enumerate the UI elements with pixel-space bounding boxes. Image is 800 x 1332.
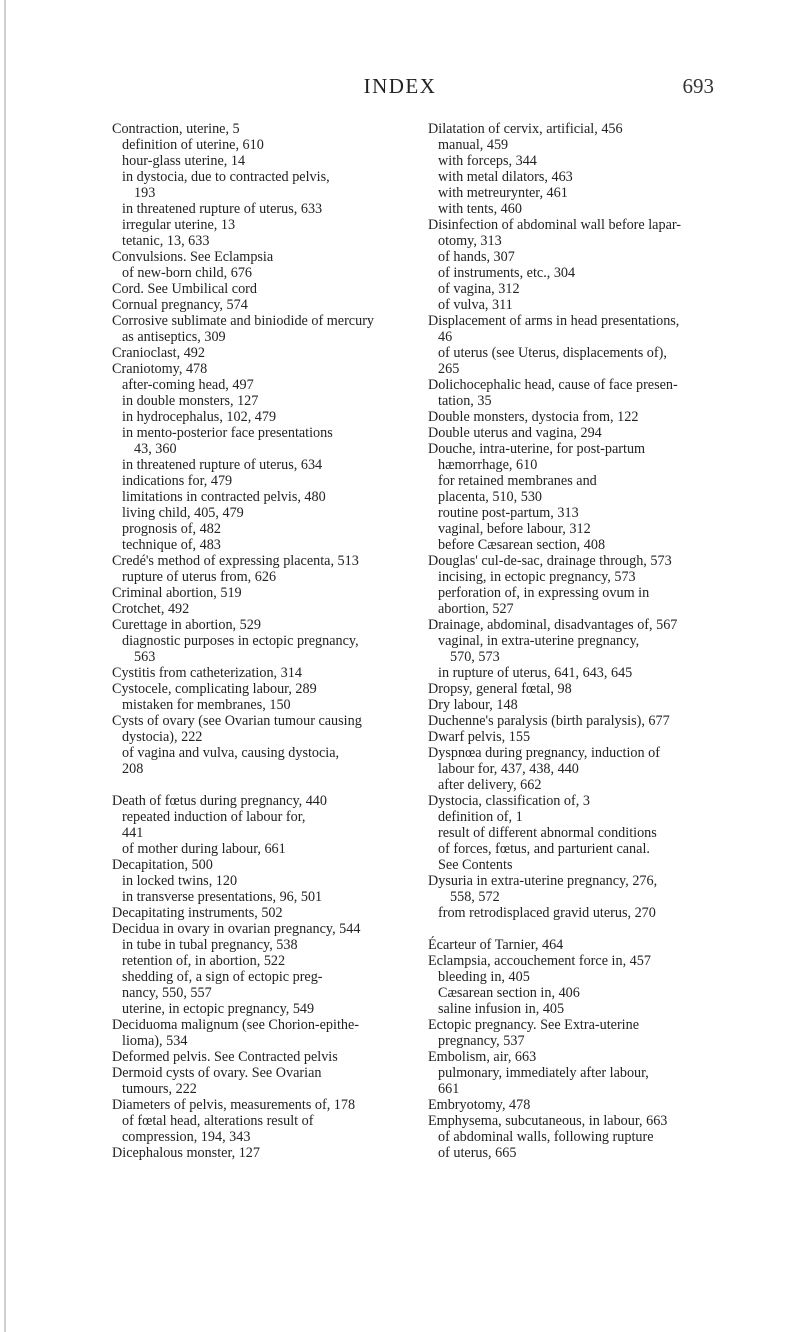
index-heading: Cystitis from catheterization, 314 bbox=[112, 665, 302, 681]
index-entry bbox=[428, 121, 768, 217]
index-entry bbox=[112, 713, 452, 777]
index-heading: Écarteur of Tarnier, 464 bbox=[428, 937, 564, 953]
index-subentry: of forces, fœtus, and parturient canal. bbox=[438, 841, 650, 857]
index-entry bbox=[428, 313, 768, 377]
index-subentry: limitations in contracted pelvis, 480 bbox=[122, 489, 326, 505]
index-subentry: for retained membranes and bbox=[438, 473, 597, 489]
index-subentry: technique of, 483 bbox=[122, 537, 221, 553]
index-heading: Cranioclast, 492 bbox=[112, 345, 205, 361]
index-column-left bbox=[112, 121, 452, 1161]
index-subentry: lioma), 534 bbox=[122, 1033, 188, 1049]
index-heading: Dysuria in extra-uterine pregnancy, 276, bbox=[428, 873, 658, 889]
index-subentry: of abdominal walls, following rupture bbox=[438, 1129, 654, 1145]
index-entry bbox=[428, 441, 768, 553]
index-subentry: hour-glass uterine, 14 bbox=[122, 153, 246, 169]
index-subentry: in mento-posterior face presentations bbox=[122, 425, 333, 441]
index-subentry: prognosis of, 482 bbox=[122, 521, 221, 537]
index-subentry: Cæsarean section in, 406 bbox=[438, 985, 580, 1001]
index-subentry: retention of, in abortion, 522 bbox=[122, 953, 286, 969]
index-subentry: tation, 35 bbox=[438, 393, 492, 409]
index-subentry: compression, 194, 343 bbox=[122, 1129, 251, 1145]
index-subentry: from retrodisplaced gravid uterus, 270 bbox=[438, 905, 656, 921]
index-heading: Decapitating instruments, 502 bbox=[112, 905, 283, 921]
index-subentry: repeated induction of labour for, bbox=[122, 809, 306, 825]
index-heading: Dyspnœa during pregnancy, induction of bbox=[428, 745, 660, 761]
section-gap bbox=[112, 777, 452, 793]
index-subentry: of fœtal head, alterations result of bbox=[122, 1113, 314, 1129]
index-heading: Douche, intra-uterine, for post-partum bbox=[428, 441, 646, 457]
index-subentry: routine post-partum, 313 bbox=[438, 505, 579, 521]
index-subentry: of instruments, etc., 304 bbox=[438, 265, 576, 281]
index-entry bbox=[428, 937, 768, 953]
index-subentry: of vulva, 311 bbox=[438, 297, 513, 313]
index-subentry: of vagina and vulva, causing dystocia, bbox=[122, 745, 340, 761]
index-subentry: with metal dilators, 463 bbox=[438, 169, 573, 185]
index-heading: Douglas' cul-de-sac, drainage through, 573 bbox=[428, 553, 672, 569]
index-subentry: with forceps, 344 bbox=[438, 153, 537, 169]
index-entry bbox=[428, 793, 768, 873]
index-heading: Crotchet, 492 bbox=[112, 601, 190, 617]
index-subentry: in threatened rupture of uterus, 633 bbox=[122, 201, 323, 217]
index-heading: Drainage, abdominal, disadvantages of, 567 bbox=[428, 617, 678, 633]
index-subentry: labour for, 437, 438, 440 bbox=[438, 761, 579, 777]
index-heading: Craniotomy, 478 bbox=[112, 361, 208, 377]
index-entry bbox=[112, 281, 452, 297]
index-subentry: of hands, 307 bbox=[438, 249, 515, 265]
index-entry bbox=[112, 553, 452, 585]
index-subentry: hæmorrhage, 610 bbox=[438, 457, 538, 473]
index-heading: Dystocia, classification of, 3 bbox=[428, 793, 590, 809]
index-subentry: before Cæsarean section, 408 bbox=[438, 537, 606, 553]
index-subentry: 570, 573 bbox=[450, 649, 500, 665]
index-heading: Deformed pelvis. See Contracted pelvis bbox=[112, 1049, 338, 1065]
index-subentry: tumours, 222 bbox=[122, 1081, 197, 1097]
index-subentry: definition of uterine, 610 bbox=[122, 137, 264, 153]
index-heading: Death of fœtus during pregnancy, 440 bbox=[112, 793, 327, 809]
index-heading: Contraction, uterine, 5 bbox=[112, 121, 240, 137]
index-subentry: in hydrocephalus, 102, 479 bbox=[122, 409, 277, 425]
index-entry bbox=[428, 697, 768, 713]
index-heading: Disinfection of abdominal wall before lapar- bbox=[428, 217, 682, 233]
index-subentry: in double monsters, 127 bbox=[122, 393, 259, 409]
index-entry bbox=[112, 297, 452, 313]
index-entry bbox=[112, 857, 452, 905]
index-heading: Cord. See Umbilical cord bbox=[112, 281, 257, 297]
index-subentry: 46 bbox=[438, 329, 453, 345]
index-entry bbox=[112, 585, 452, 601]
index-entry bbox=[428, 217, 768, 313]
index-subentry: 43, 360 bbox=[134, 441, 177, 457]
index-heading: Cornual pregnancy, 574 bbox=[112, 297, 248, 313]
index-subentry: 441 bbox=[122, 825, 144, 841]
index-heading: Dilatation of cervix, artificial, 456 bbox=[428, 121, 623, 137]
index-subentry: placenta, 510, 530 bbox=[438, 489, 543, 505]
index-subentry: vaginal, in extra-uterine pregnancy, bbox=[438, 633, 640, 649]
index-heading: Credé's method of expressing placenta, 513 bbox=[112, 553, 359, 569]
index-heading: Dry labour, 148 bbox=[428, 697, 518, 713]
index-subentry: tetanic, 13, 633 bbox=[122, 233, 210, 249]
index-subentry: 265 bbox=[438, 361, 460, 377]
index-subentry: vaginal, before labour, 312 bbox=[438, 521, 591, 537]
index-subentry: of mother during labour, 661 bbox=[122, 841, 286, 857]
index-heading: Decapitation, 500 bbox=[112, 857, 213, 873]
index-subentry: definition of, 1 bbox=[438, 809, 523, 825]
index-subentry: of new-born child, 676 bbox=[122, 265, 253, 281]
index-heading: Embolism, air, 663 bbox=[428, 1049, 537, 1065]
index-entry bbox=[112, 665, 452, 681]
page-title: INDEX bbox=[363, 74, 437, 98]
index-subentry: mistaken for membranes, 150 bbox=[122, 697, 291, 713]
index-heading: Double monsters, dystocia from, 122 bbox=[428, 409, 639, 425]
index-entry bbox=[428, 713, 768, 729]
index-entry bbox=[428, 1113, 768, 1161]
index-entry bbox=[112, 921, 452, 1017]
index-entry bbox=[112, 249, 452, 281]
index-heading: Dropsy, general fœtal, 98 bbox=[428, 681, 572, 697]
index-entry bbox=[112, 121, 452, 249]
index-entry bbox=[112, 1097, 452, 1145]
index-entry bbox=[112, 361, 452, 553]
index-subentry: in dystocia, due to contracted pelvis, bbox=[122, 169, 330, 185]
index-subentry: nancy, 550, 557 bbox=[122, 985, 212, 1001]
index-subentry: of uterus (see Uterus, displacements of), bbox=[438, 345, 667, 361]
index-heading: Decidua in ovary in ovarian pregnancy, 544 bbox=[112, 921, 361, 937]
index-subentry: manual, 459 bbox=[438, 137, 509, 153]
index-subentry: shedding of, a sign of ectopic preg- bbox=[122, 969, 323, 985]
index-heading: Displacement of arms in head presentations, bbox=[428, 313, 680, 329]
index-heading: Duchenne's paralysis (birth paralysis), 677 bbox=[428, 713, 670, 729]
index-heading: Dermoid cysts of ovary. See Ovarian bbox=[112, 1065, 322, 1081]
index-entry bbox=[428, 745, 768, 793]
index-subentry: bleeding in, 405 bbox=[438, 969, 530, 985]
index-subentry: in rupture of uterus, 641, 643, 645 bbox=[438, 665, 633, 681]
index-entry bbox=[112, 1049, 452, 1065]
index-entry bbox=[112, 345, 452, 361]
index-heading: Corrosive sublimate and biniodide of mercury bbox=[112, 313, 375, 329]
index-heading: Double uterus and vagina, 294 bbox=[428, 425, 602, 441]
index-subentry: diagnostic purposes in ectopic pregnancy, bbox=[122, 633, 359, 649]
index-subentry: uterine, in ectopic pregnancy, 549 bbox=[122, 1001, 315, 1017]
index-column-right bbox=[428, 121, 768, 1161]
index-entry bbox=[428, 1097, 768, 1113]
index-entry bbox=[428, 1017, 768, 1049]
index-entry bbox=[112, 793, 452, 857]
index-entry bbox=[428, 953, 768, 1017]
index-subentry: 208 bbox=[122, 761, 144, 777]
index-entry bbox=[112, 1065, 452, 1097]
index-heading: Criminal abortion, 519 bbox=[112, 585, 242, 601]
index-entry bbox=[112, 617, 452, 665]
index-heading: Dwarf pelvis, 155 bbox=[428, 729, 531, 745]
index-subentry: as antiseptics, 309 bbox=[122, 329, 226, 345]
index-entry bbox=[112, 905, 452, 921]
index-subentry: otomy, 313 bbox=[438, 233, 502, 249]
index-subentry: irregular uterine, 13 bbox=[122, 217, 236, 233]
index-subentry: abortion, 527 bbox=[438, 601, 514, 617]
index-subentry: pregnancy, 537 bbox=[438, 1033, 525, 1049]
index-entry bbox=[112, 601, 452, 617]
index-heading: Convulsions. See Eclampsia bbox=[112, 249, 274, 265]
index-heading: Embryotomy, 478 bbox=[428, 1097, 531, 1113]
index-entry bbox=[428, 409, 768, 425]
index-heading: Curettage in abortion, 529 bbox=[112, 617, 261, 633]
index-heading: Ectopic pregnancy. See Extra-uterine bbox=[428, 1017, 640, 1033]
index-heading: Emphysema, subcutaneous, in labour, 663 bbox=[428, 1113, 668, 1129]
index-entry bbox=[112, 681, 452, 713]
index-entry bbox=[428, 873, 768, 921]
index-subentry: 661 bbox=[438, 1081, 460, 1097]
index-heading: Cysts of ovary (see Ovarian tumour causing bbox=[112, 713, 362, 729]
page-number: 693 bbox=[682, 74, 714, 98]
index-subentry: of uterus, 665 bbox=[438, 1145, 517, 1161]
index-subentry: after delivery, 662 bbox=[438, 777, 542, 793]
section-gap bbox=[428, 921, 768, 937]
index-entry bbox=[428, 425, 768, 441]
index-subentry: incising, in ectopic pregnancy, 573 bbox=[438, 569, 636, 585]
index-subentry: result of different abnormal conditions bbox=[438, 825, 657, 841]
index-subentry: with tents, 460 bbox=[438, 201, 522, 217]
index-subentry: after-coming head, 497 bbox=[122, 377, 254, 393]
index-subentry: in transverse presentations, 96, 501 bbox=[122, 889, 323, 905]
index-subentry: with metreurynter, 461 bbox=[438, 185, 568, 201]
index-subentry: saline infusion in, 405 bbox=[438, 1001, 565, 1017]
index-subentry: 563 bbox=[134, 649, 156, 665]
index-entry bbox=[428, 553, 768, 617]
index-heading: Dicephalous monster, 127 bbox=[112, 1145, 260, 1161]
index-entry bbox=[428, 729, 768, 745]
index-subentry: pulmonary, immediately after labour, bbox=[438, 1065, 649, 1081]
index-entry bbox=[112, 1017, 452, 1049]
index-subentry: in tube in tubal pregnancy, 538 bbox=[122, 937, 298, 953]
index-subentry: of vagina, 312 bbox=[438, 281, 520, 297]
index-subentry: perforation of, in expressing ovum in bbox=[438, 585, 650, 601]
page-header bbox=[0, 74, 800, 104]
index-subentry: dystocia), 222 bbox=[122, 729, 203, 745]
index-entry bbox=[112, 313, 452, 345]
index-subentry: rupture of uterus from, 626 bbox=[122, 569, 277, 585]
index-subentry: in locked twins, 120 bbox=[122, 873, 238, 889]
binding-edge bbox=[4, 0, 6, 1332]
index-entry bbox=[428, 617, 768, 681]
index-subentry: See Contents bbox=[438, 857, 513, 873]
index-subentry: living child, 405, 479 bbox=[122, 505, 244, 521]
index-subentry: indications for, 479 bbox=[122, 473, 233, 489]
index-entry bbox=[428, 1049, 768, 1097]
index-subentry: in threatened rupture of uterus, 634 bbox=[122, 457, 323, 473]
index-entry bbox=[112, 1145, 452, 1161]
index-heading: Dolichocephalic head, cause of face presen- bbox=[428, 377, 678, 393]
index-entry bbox=[428, 377, 768, 409]
index-heading: Diameters of pelvis, measurements of, 178 bbox=[112, 1097, 356, 1113]
index-subentry: 558, 572 bbox=[450, 889, 500, 905]
index-heading: Cystocele, complicating labour, 289 bbox=[112, 681, 317, 697]
index-entry bbox=[428, 681, 768, 697]
index-heading: Deciduoma malignum (see Chorion-epithe- bbox=[112, 1017, 360, 1033]
index-subentry: 193 bbox=[134, 185, 156, 201]
index-heading: Eclampsia, accouchement force in, 457 bbox=[428, 953, 651, 969]
